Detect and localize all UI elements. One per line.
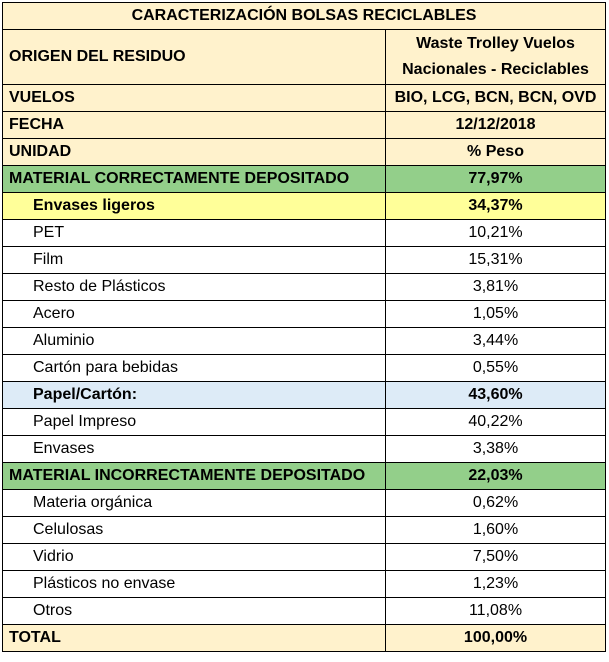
- row-value: 34,37%: [386, 193, 606, 220]
- row-label: Materia orgánica: [3, 490, 386, 517]
- row-value: 0,55%: [386, 355, 606, 382]
- table-row: [3, 517, 606, 544]
- table-row: [3, 301, 606, 328]
- row-label: Acero: [3, 301, 386, 328]
- row-value: 1,23%: [386, 571, 606, 598]
- row-label: Papel Impreso: [3, 409, 386, 436]
- row-value: 100,00%: [386, 625, 606, 652]
- title-row: [3, 3, 606, 30]
- row-value: 3,38%: [386, 436, 606, 463]
- flights-value: BIO, LCG, BCN, BCN, OVD: [386, 85, 606, 112]
- origin-label: ORIGEN DEL RESIDUO: [3, 30, 386, 85]
- table-row: [3, 463, 606, 490]
- table-row: [3, 220, 606, 247]
- table-row: [3, 382, 606, 409]
- row-value: 3,81%: [386, 274, 606, 301]
- table-row: [3, 328, 606, 355]
- table-row: [3, 598, 606, 625]
- row-label: Cartón para bebidas: [3, 355, 386, 382]
- row-label: MATERIAL CORRECTAMENTE DEPOSITADO: [3, 166, 386, 193]
- table-row: [3, 166, 606, 193]
- origin-value: Waste Trolley Vuelos Nacionales - Reciclables: [386, 30, 606, 85]
- table-row: [3, 490, 606, 517]
- row-value: 15,31%: [386, 247, 606, 274]
- row-label: Aluminio: [3, 328, 386, 355]
- table-title: CARACTERIZACIÓN BOLSAS RECICLABLES: [3, 3, 606, 30]
- row-label: TOTAL: [3, 625, 386, 652]
- row-label: Celulosas: [3, 517, 386, 544]
- row-label: Papel/Cartón:: [3, 382, 386, 409]
- row-value: 22,03%: [386, 463, 606, 490]
- row-label: Resto de Plásticos: [3, 274, 386, 301]
- characterization-table: [2, 2, 605, 652]
- table-row: [3, 625, 606, 652]
- data-table: [2, 2, 606, 652]
- row-value: 1,05%: [386, 301, 606, 328]
- row-value: 10,21%: [386, 220, 606, 247]
- row-label: MATERIAL INCORRECTAMENTE DEPOSITADO: [3, 463, 386, 490]
- table-row: [3, 247, 606, 274]
- date-row: [3, 112, 606, 139]
- row-value: 0,62%: [386, 490, 606, 517]
- row-label: PET: [3, 220, 386, 247]
- date-value: 12/12/2018: [386, 112, 606, 139]
- table-row: [3, 544, 606, 571]
- row-value: 1,60%: [386, 517, 606, 544]
- row-value: 7,50%: [386, 544, 606, 571]
- row-label: Plásticos no envase: [3, 571, 386, 598]
- table-row: [3, 193, 606, 220]
- row-label: Film: [3, 247, 386, 274]
- flights-label: VUELOS: [3, 85, 386, 112]
- origin-row: [3, 30, 606, 85]
- table-row: [3, 274, 606, 301]
- table-row: [3, 355, 606, 382]
- unit-label: UNIDAD: [3, 139, 386, 166]
- unit-row: [3, 139, 606, 166]
- table-row: [3, 571, 606, 598]
- row-value: 11,08%: [386, 598, 606, 625]
- unit-value: % Peso: [386, 139, 606, 166]
- row-label: Otros: [3, 598, 386, 625]
- row-label: Envases ligeros: [3, 193, 386, 220]
- flights-row: [3, 85, 606, 112]
- row-label: Vidrio: [3, 544, 386, 571]
- date-label: FECHA: [3, 112, 386, 139]
- row-value: 40,22%: [386, 409, 606, 436]
- table-row: [3, 436, 606, 463]
- row-value: 77,97%: [386, 166, 606, 193]
- table-row: [3, 409, 606, 436]
- row-value: 43,60%: [386, 382, 606, 409]
- row-value: 3,44%: [386, 328, 606, 355]
- row-label: Envases: [3, 436, 386, 463]
